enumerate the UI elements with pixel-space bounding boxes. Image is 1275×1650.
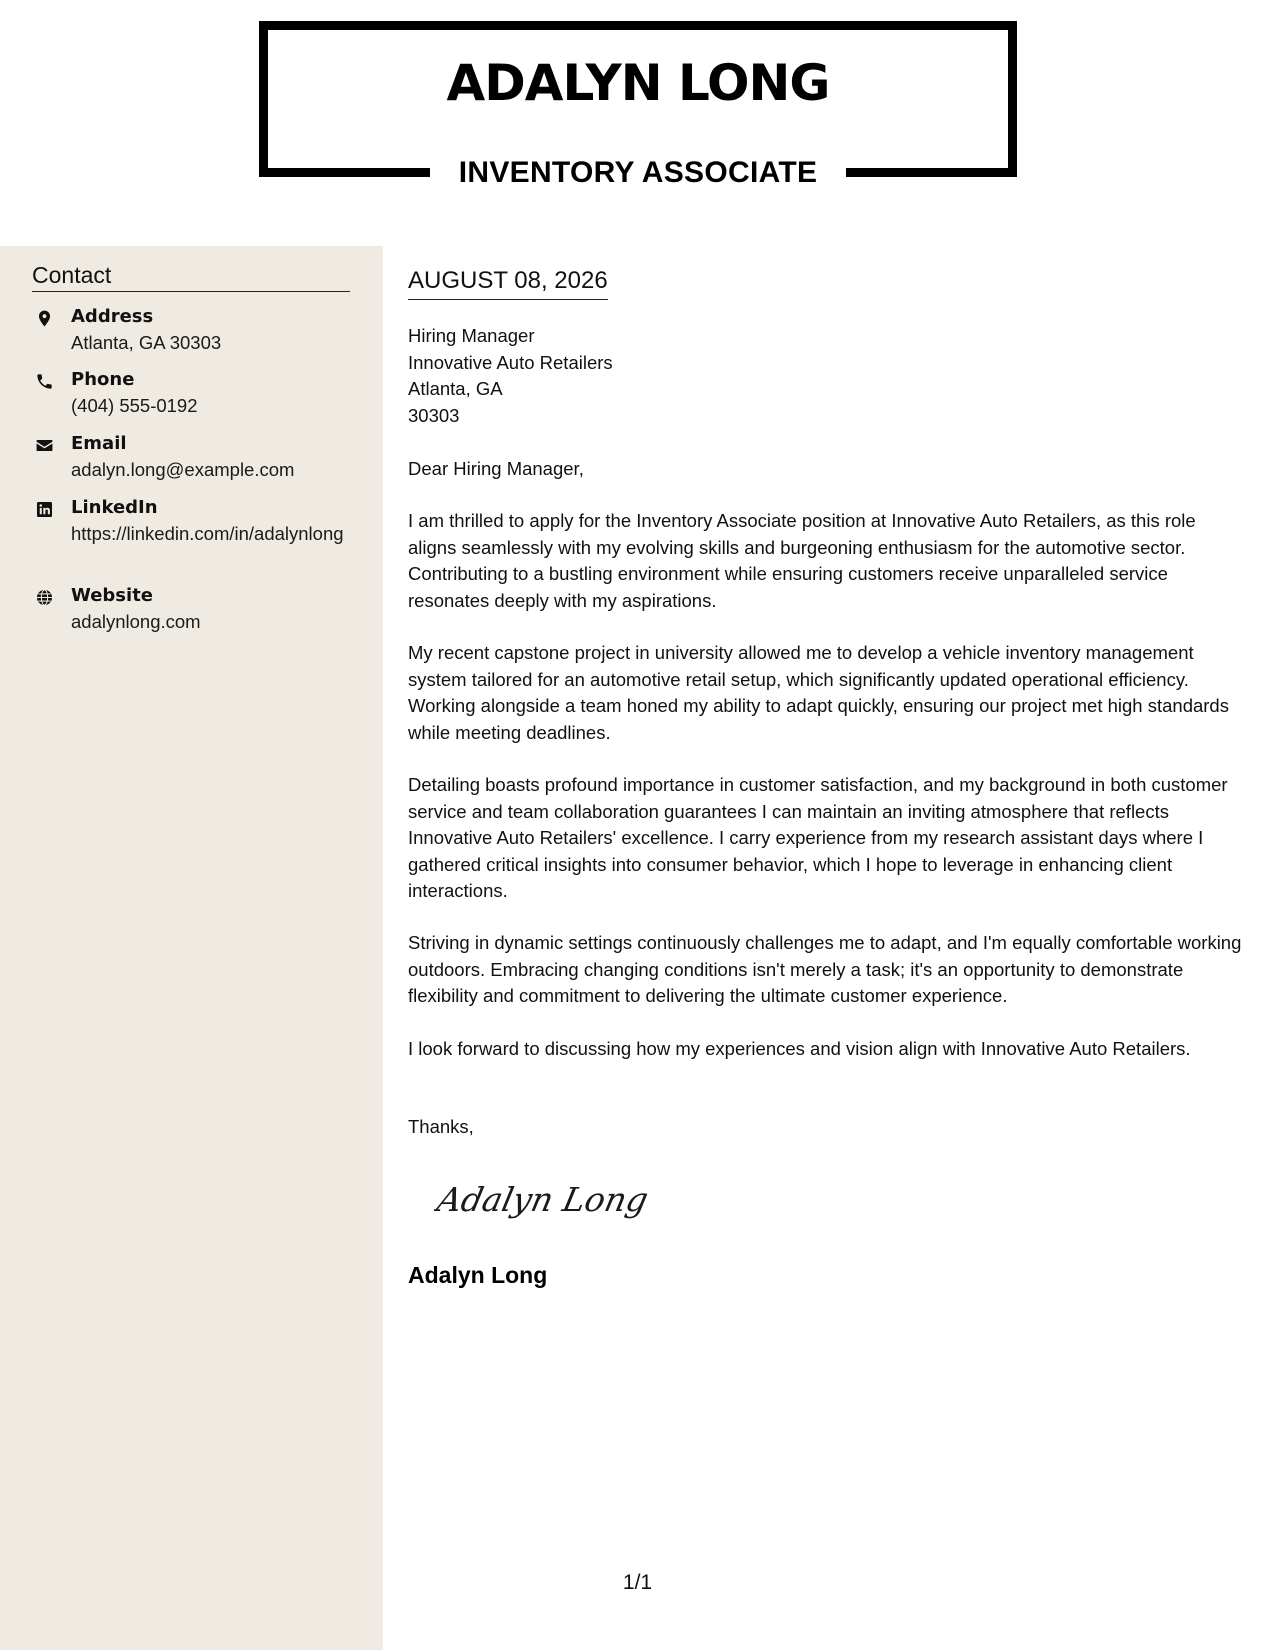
address-label: Address	[71, 306, 154, 327]
signer-name: Adalyn Long	[408, 1262, 548, 1288]
job-title: INVENTORY ASSOCIATE	[430, 147, 846, 199]
letter-date: AUGUST 08, 2026	[408, 266, 608, 300]
body-paragraph: My recent capstone project in university allowed me to develop a vehicle inventory management system tailored for an automotive retail setup, which significantly updated operational efficiency. Working alongside a team honed my ability to adapt quickly, ensuring our project met high standards while meeting deadlines.	[408, 642, 1229, 743]
body-paragraph: Detailing boasts profound importance in customer satisfaction, and my background in both customer service and team collaboration guarantees I can maintain an inviting atmosphere that reflects Innovative Auto Retailers' excellence. I carry experience from my research assistant days where I gathered critical insights into consumer behavior, which I hope to leverage in enhancing client interactions.	[408, 774, 1228, 901]
globe-icon	[34, 587, 54, 607]
recipient-line: Innovative Auto Retailers	[408, 351, 613, 373]
salutation: Dear Hiring Manager,	[408, 458, 584, 479]
body-paragraph: I am thrilled to apply for the Inventory Associate position at Innovative Auto Retailers, as this role aligns seamlessly with my evolving skills and burgeoning enthusiasm for the automotive sector. Contributing to a bustling environment while ensuring customers receive unparalleled service resonates deeply with my aspirations.	[408, 510, 1196, 611]
recipient-line: Hiring Manager	[408, 325, 535, 346]
email-value[interactable]: adalyn.long@example.com	[71, 459, 295, 480]
signature-text: Adalyn Long	[434, 1180, 652, 1219]
recipient-line: Atlanta, GA	[408, 378, 503, 399]
address-value: Atlanta, GA 30303	[71, 332, 222, 353]
body-paragraph: I look forward to discussing how my experiences and vision align with Innovative Auto Retailers.	[408, 1038, 1191, 1059]
linkedin-icon	[34, 499, 54, 519]
email-icon	[34, 435, 54, 455]
contact-heading: Contact	[32, 261, 350, 292]
phone-icon	[34, 371, 54, 391]
website-value[interactable]: adalynlong.com	[71, 611, 201, 632]
recipient-line: 30303	[408, 404, 460, 426]
phone-label: Phone	[71, 369, 135, 390]
page-number: 1/1	[622, 1571, 653, 1594]
handwritten-signature	[434, 1171, 654, 1227]
linkedin-value[interactable]: https://linkedin.com/in/adalynlong	[71, 523, 344, 544]
body-paragraph: Striving in dynamic settings continuously challenges me to adapt, and I'm equally comfortable working outdoors. Embracing changing conditions isn't merely a task; it's an opportunity to demonstrate flexibility and commitment to delivering the ultimate customer experience.	[408, 932, 1242, 1006]
applicant-name: ADALYN LONG	[446, 54, 830, 112]
website-label: Website	[71, 585, 154, 606]
location-pin-icon	[34, 308, 54, 328]
closing: Thanks,	[408, 1116, 474, 1137]
recipient-block	[408, 323, 808, 429]
phone-value: (404) 555-0192	[71, 395, 198, 416]
linkedin-label: LinkedIn	[71, 497, 158, 518]
email-label: Email	[71, 433, 127, 454]
